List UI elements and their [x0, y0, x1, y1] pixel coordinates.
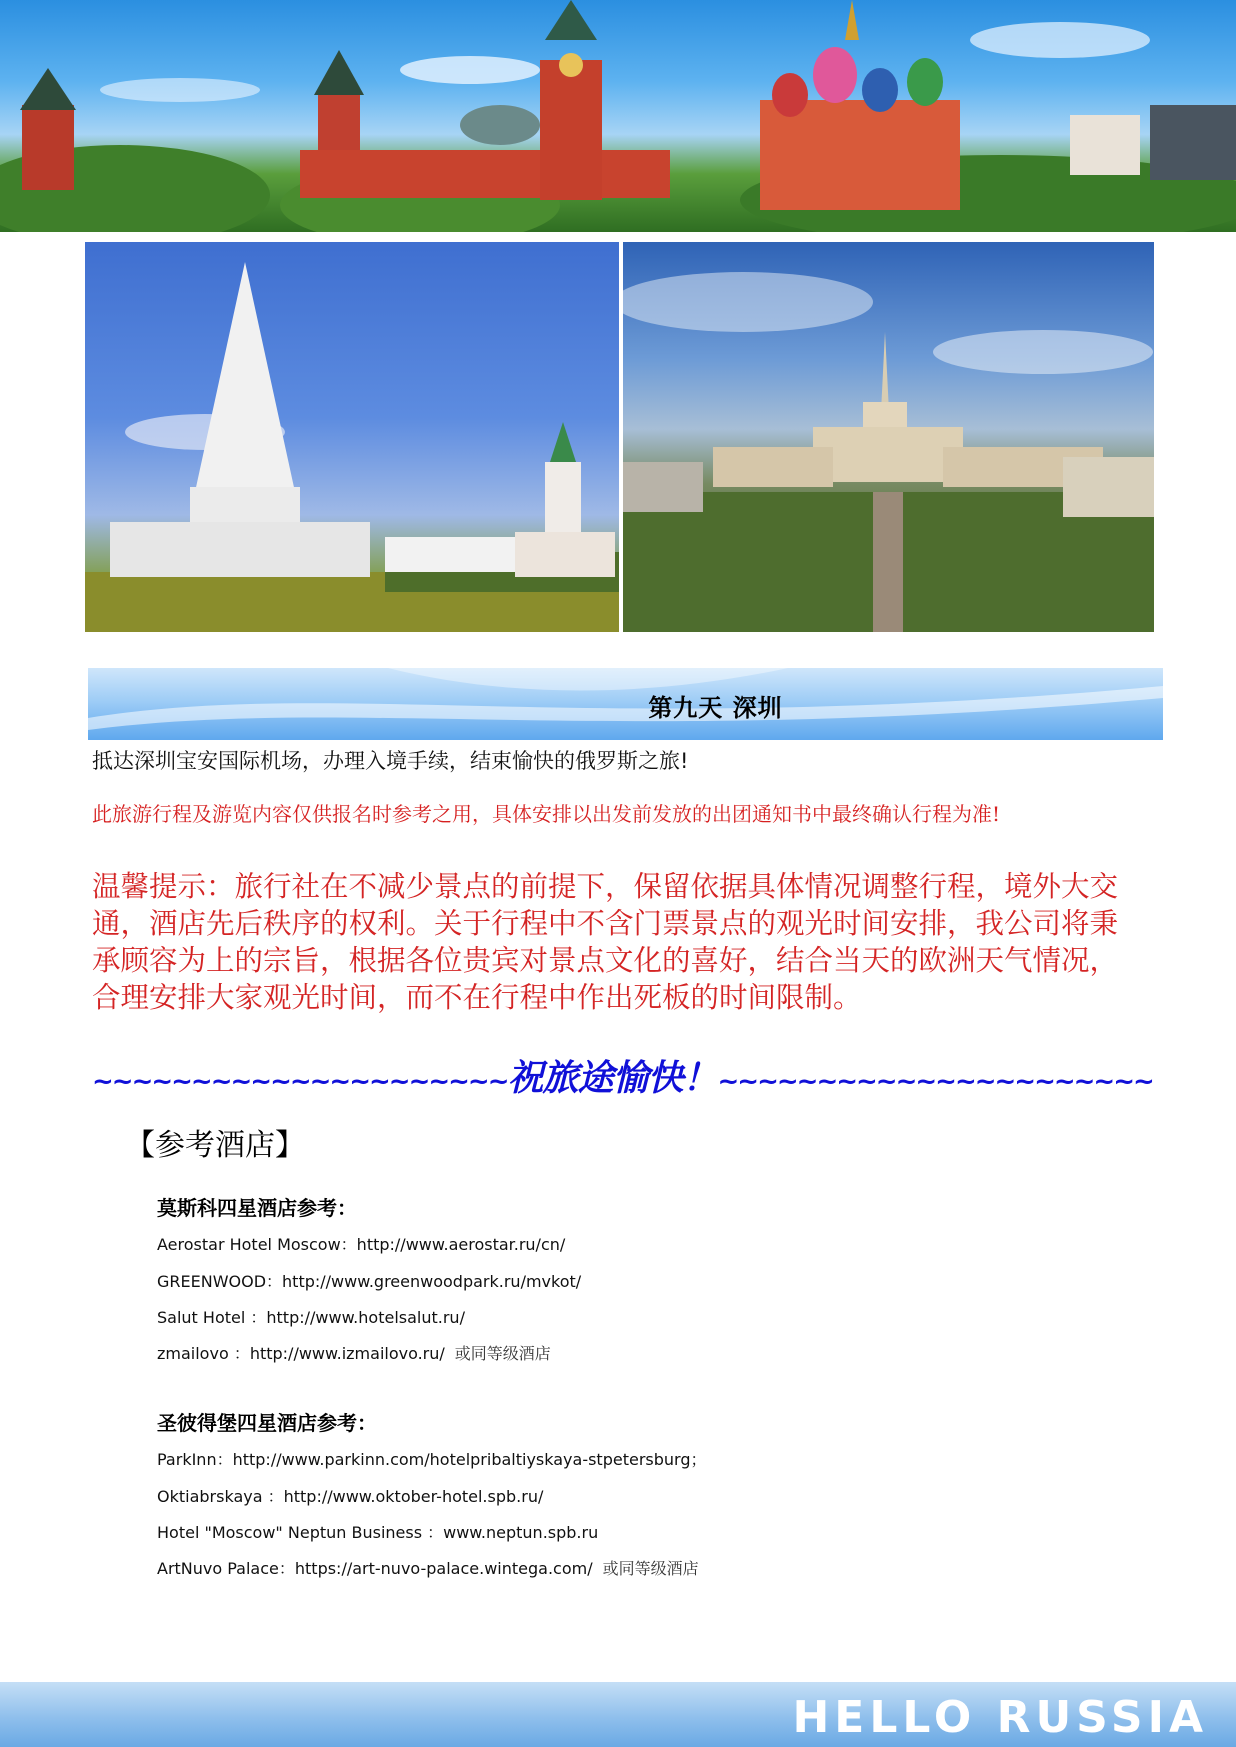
day-description: 抵达深圳宝安国际机场，办理入境手续，结束愉快的俄罗斯之旅!	[92, 749, 689, 773]
day-header-bar	[88, 668, 1163, 740]
hotel-item: ParkInn：http://www.parkinn.com/hotelpribaltiyskaya-stpetersburg；	[157, 1450, 707, 1469]
day-title: 第九天 深圳	[648, 694, 783, 722]
hotels-heading: 【参考酒店】	[125, 1128, 305, 1163]
hotel-alternative-note: 或同等级酒店	[454, 1344, 551, 1363]
wish-right-tildes: ~~~~~~~~~~~~~~~~~~~~~~	[717, 1067, 1153, 1097]
travel-tip: 温馨提示：旅行社在不减少景点的前提下，保留依据具体情况调整行程，境外大交通，酒店先后秩序的权利。关于行程中不含门票景点的观光时间安排，我公司将秉承顾容为上的宗旨，根据各位贵宾对景点文化的喜好，结合当天的欧洲天气情况，合理安排大家观光时间，而不在行程中作出死板的时间限制。	[92, 870, 1119, 1014]
hotel-alternative-note: 或同等级酒店	[602, 1559, 699, 1578]
hotel-item-text: zmailovo ：http://www.izmailovo.ru/	[157, 1344, 445, 1363]
hotel-item	[157, 1556, 699, 1579]
spb-hotels-title: 圣彼得堡四星酒店参考：	[157, 1411, 377, 1435]
hotel-item: Hotel "Moscow" Neptun Business ：www.neptun.spb.ru	[157, 1523, 599, 1542]
itinerary-notice: 此旅游行程及游览内容仅供报名时参考之用，具体安排以出发前发放的出团通知书中最终确认行程为准!	[92, 802, 1001, 826]
wish-text: 祝旅途愉快！	[507, 1058, 718, 1099]
hotel-item: Salut Hotel ：http://www.hotelsalut.ru/	[157, 1308, 465, 1327]
hotel-item	[157, 1341, 551, 1364]
hotel-item: Aerostar Hotel Moscow：http://www.aerostar.ru/cn/	[157, 1235, 566, 1254]
hotel-item: GREENWOOD：http://www.greenwoodpark.ru/mvkot/	[157, 1272, 582, 1291]
hotel-item-text: ArtNuvo Palace：https://art-nuvo-palace.wintega.com/	[157, 1559, 593, 1578]
footer-slogan: HELLO RUSSIA	[792, 1692, 1208, 1743]
footer-banner	[0, 1682, 1236, 1747]
wish-left-tildes: ~~~~~~~~~~~~~~~~~~~~~	[92, 1067, 508, 1097]
hotel-item: Oktiabrskaya ：http://www.oktober-hotel.spb.ru/	[157, 1487, 544, 1506]
church-of-ascension-photo	[85, 242, 619, 632]
moscow-state-university-photo	[623, 242, 1154, 632]
farewell-wish	[92, 1050, 1153, 1101]
moscow-hotels-title: 莫斯科四星酒店参考：	[157, 1196, 357, 1220]
header-banner-image	[0, 0, 1236, 232]
